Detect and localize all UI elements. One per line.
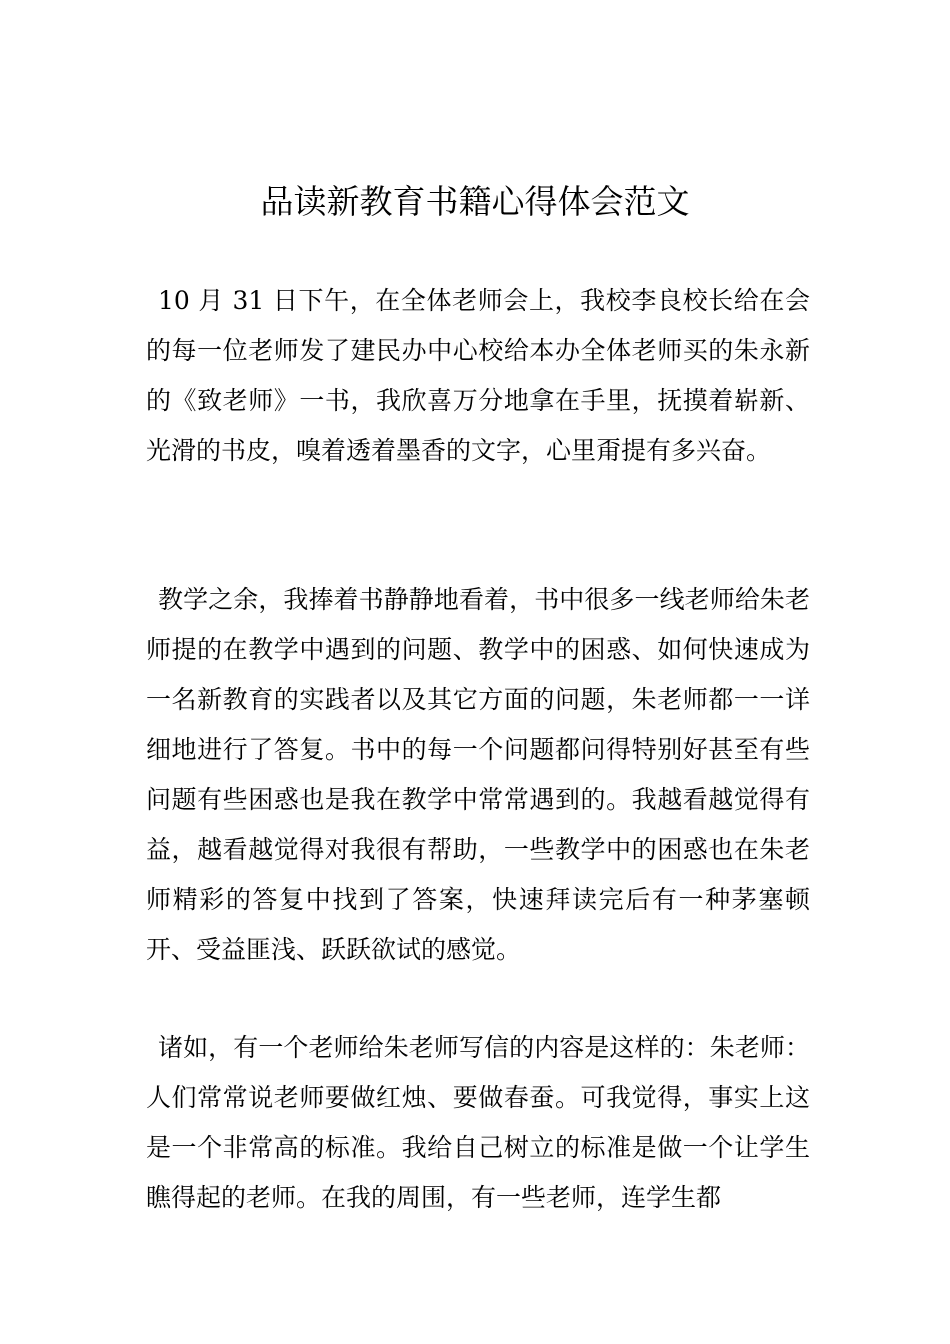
document-title: 品读新教育书籍心得体会范文 (260, 182, 690, 221)
paragraph-1: 10 月 31 日下午，在全体老师会上，我校李良校长给在会的每一位老师发了建民办中心校给本办全体老师买的朱永新的《致老师》一书，我欣喜万分地拿在手里，抚摸着崭新、光滑的书皮，嗅着透着墨香的文字，心里甭提有多兴奋。 (146, 286, 810, 465)
paragraph-3: 诸如，有一个老师给朱老师写信的内容是这样的：朱老师：人们常常说老师要做红烛、要做春蚕。可我觉得，事实上这是一个非常高的标准。我给自己树立的标准是做一个让学生瞧得起的老师。在我的周围，有一些老师，连学生都 (146, 1033, 810, 1212)
paragraph-2: 教学之余，我捧着书静静地看着，书中很多一线老师给朱老师提的在教学中遇到的问题、教学中的困惑、如何快速成为一名新教育的实践者以及其它方面的问题，朱老师都一一详细地进行了答复。书中的每一个问题都问得特别好甚至有些问题有些困惑也是我在教学中常常遇到的。我越看越觉得有益，越看越觉得对我很有帮助，一些教学中的困惑也在朱老师精彩的答复中找到了答案，快速拜读完后有一种茅塞顿开、受益匪浅、跃跃欲试的感觉。 (146, 585, 810, 964)
